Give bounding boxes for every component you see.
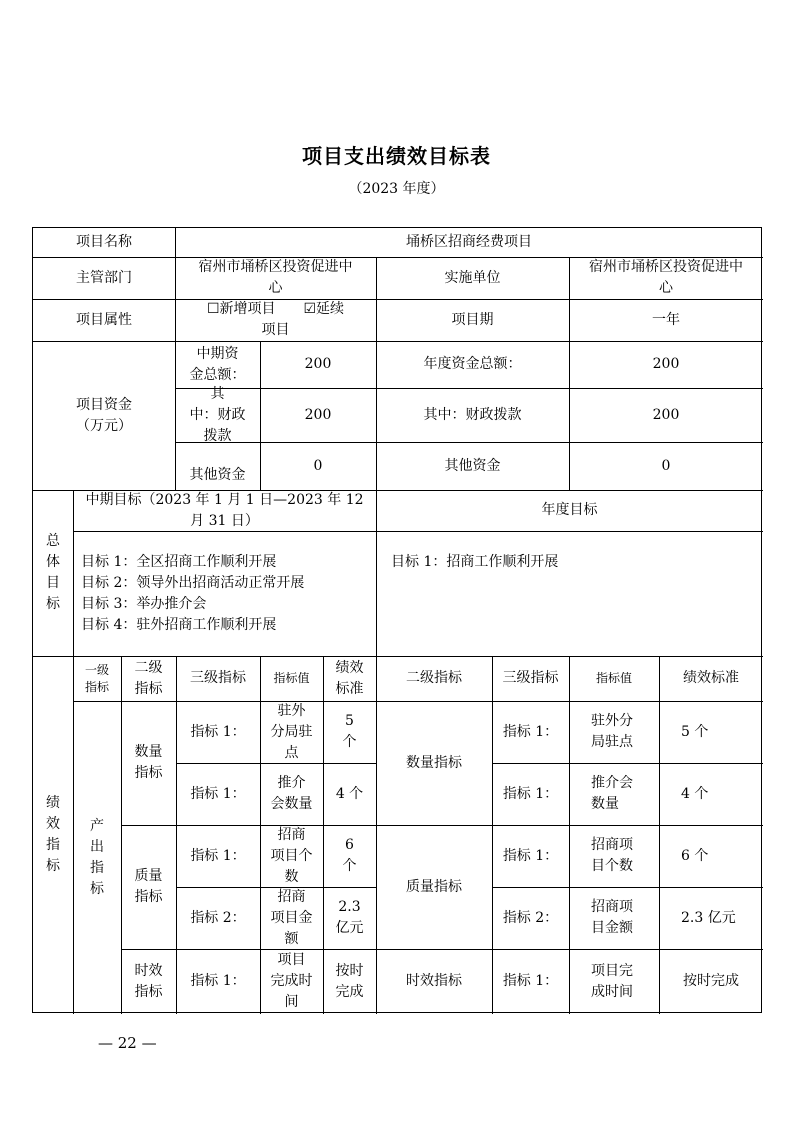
indicator-standard: 按时 完成 xyxy=(335,962,364,1000)
performance-indicators-label: 绩 效 指 标 xyxy=(46,795,60,874)
indicator-r-standard: 6 个 xyxy=(681,847,709,864)
indicator-r-l3: 指标 2： xyxy=(502,909,559,926)
goal-item: 目标 2：领导外出招商活动正常开展 xyxy=(81,575,305,591)
indicator-r-l3: 指标 1： xyxy=(502,723,559,740)
goal-item: 目标 1：全区招商工作顺利开展 xyxy=(81,554,277,570)
project-funds-label: 项目资金 （万元） xyxy=(76,396,132,434)
indicator-r-standard: 5 个 xyxy=(681,723,709,740)
indicator-standard: 6 个 xyxy=(342,837,357,874)
r-quantity-indicator-label: 数量指标 xyxy=(406,754,462,771)
indicator-l3: 指标 1： xyxy=(190,847,246,864)
indicator-r-value: 项目完 成时间 xyxy=(591,962,633,1000)
year-fiscal-value: 200 xyxy=(652,406,680,423)
mid-total-value: 200 xyxy=(304,356,332,372)
header-r-standard: 绩效标准 xyxy=(683,670,739,686)
page-title: 项目支出绩效目标表 xyxy=(302,144,491,168)
project-attribute-value: ☐新增项目 ☑延续 项目 xyxy=(206,301,345,338)
year-other-value: 0 xyxy=(661,457,671,474)
year-other-label: 其他资金 xyxy=(444,457,501,474)
indicator-r-value: 招商项 目个数 xyxy=(591,837,633,874)
page-number: — 22 — xyxy=(98,1034,157,1052)
indicator-value: 项目 完成时 间 xyxy=(270,952,313,1010)
goal-item: 目标 1：招商工作顺利开展 xyxy=(391,554,559,570)
indicator-r-standard: 4 个 xyxy=(681,785,709,802)
page-subtitle: （2023 年度） xyxy=(348,181,445,197)
indicator-r-value: 招商项 目金额 xyxy=(591,899,633,936)
quality-indicator-label: 质量 指标 xyxy=(134,868,163,905)
indicator-r-l3: 指标 1： xyxy=(502,973,559,989)
indicator-r-standard: 2.3 亿元 xyxy=(681,909,736,926)
indicator-r-standard: 按时完成 xyxy=(683,973,739,989)
header-r-level3: 三级指标 xyxy=(502,670,559,686)
header-r-level2: 二级指标 xyxy=(406,670,462,686)
indicator-value: 推介 会数量 xyxy=(270,775,313,812)
indicator-r-l3: 指标 1： xyxy=(502,847,559,864)
mid-fiscal-label: 其 中：财政 拨款 xyxy=(189,385,246,444)
implementing-unit-label: 实施单位 xyxy=(444,269,501,286)
supervising-dept-value: 宿州市埇桥区投资促进中 心 xyxy=(198,259,353,296)
indicator-r-l3: 指标 1： xyxy=(502,785,559,802)
goal-item: 目标 4：驻外招商工作顺利开展 xyxy=(81,617,277,633)
performance-table xyxy=(32,227,762,1013)
indicator-l3: 指标 1： xyxy=(190,785,246,802)
indicator-standard: 4 个 xyxy=(335,785,364,802)
year-total-label: 年度资金总额： xyxy=(423,356,522,372)
quantity-indicator-label: 数量 指标 xyxy=(134,744,163,781)
header-level1: 一级 指标 xyxy=(84,662,109,694)
indicator-standard: 5 个 xyxy=(342,713,357,750)
r-quality-indicator-label: 质量指标 xyxy=(406,878,462,895)
header-level2: 二级 指标 xyxy=(134,659,163,697)
indicator-r-value: 推介会 数量 xyxy=(591,775,633,812)
mid-term-goal-header: 中期目标（2023 年 1 月 1 日—2023 年 12 月 31 日） xyxy=(85,491,364,529)
r-timeliness-indicator-label: 时效指标 xyxy=(406,973,462,989)
indicator-value: 招商 项目个 数 xyxy=(270,826,313,885)
indicator-l3: 指标 1： xyxy=(190,723,246,740)
project-attribute-label: 项目属性 xyxy=(76,311,132,328)
annual-goal-header: 年度目标 xyxy=(541,502,598,518)
project-period-label: 项目期 xyxy=(451,311,494,328)
project-period-value: 一年 xyxy=(652,311,680,328)
mid-fiscal-value: 200 xyxy=(304,406,332,423)
indicator-standard: 2.3 亿元 xyxy=(335,899,364,936)
mid-other-label: 其他资金 xyxy=(189,467,246,483)
implementing-unit-value: 宿州市埇桥区投资促进中 心 xyxy=(589,259,743,296)
goal-item: 目标 3：举办推介会 xyxy=(81,596,207,612)
annual-goal-list xyxy=(391,552,558,573)
year-total-value: 200 xyxy=(652,356,680,372)
indicator-l3: 指标 1： xyxy=(190,973,246,989)
indicator-value: 驻外 分局驻 点 xyxy=(270,702,313,761)
overall-goals-label: 总 体 目 标 xyxy=(46,533,60,612)
indicator-r-value: 驻外分 局驻点 xyxy=(591,713,633,750)
header-r-value: 指标值 xyxy=(595,671,632,685)
output-indicators-label: 产 出 指 标 xyxy=(90,817,104,897)
indicator-value: 招商 项目金 额 xyxy=(270,888,313,947)
mid-term-goal-list xyxy=(81,552,304,636)
year-fiscal-label: 其中：财政拨款 xyxy=(423,406,522,423)
header-value: 指标值 xyxy=(273,671,310,685)
mid-other-value: 0 xyxy=(313,457,323,474)
supervising-dept-label: 主管部门 xyxy=(76,269,132,286)
header-level3: 三级指标 xyxy=(190,670,246,686)
timeliness-indicator-label: 时效 指标 xyxy=(134,962,163,1000)
header-standard: 绩效 标准 xyxy=(335,659,364,697)
indicator-l3: 指标 2： xyxy=(190,909,246,926)
mid-total-label: 中期资 金总额： xyxy=(189,345,246,383)
project-name-value: 埇桥区招商经费项目 xyxy=(406,234,532,250)
project-name-label: 项目名称 xyxy=(76,234,132,250)
